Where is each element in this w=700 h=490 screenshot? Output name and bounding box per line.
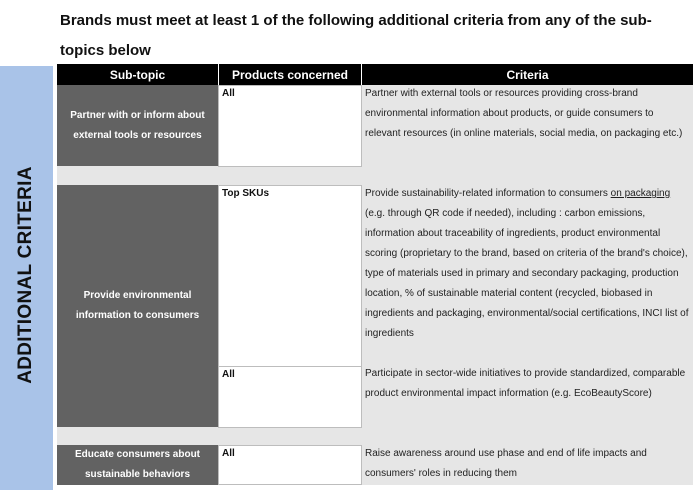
- subtopic-educate: Educate consumers about sustainable behaviors: [57, 445, 218, 485]
- products-cell: All: [218, 85, 362, 167]
- header-subtopic: Sub-topic: [57, 64, 218, 85]
- criteria-cell: [363, 184, 693, 366]
- header-criteria: Criteria: [362, 64, 693, 85]
- products-cell: All: [218, 366, 362, 428]
- criteria-cell: Partner with external tools or resources providing cross-brand environmental information about products, or guide consumers to relevant resources (in online materials, social media, on packaging etc.): [365, 88, 683, 139]
- page-heading: Brands must meet at least 1 of the following additional criteria from any of the sub-topics below: [60, 12, 652, 59]
- criteria-cell: Raise awareness around use phase and end of life impacts and consumers' roles in reducing them: [365, 448, 647, 479]
- criteria-text: Provide sustainability-related information to consumers: [365, 188, 611, 199]
- products-cell: Top SKUs: [218, 185, 362, 367]
- criteria-text: (e.g. through QR code if needed), including : carbon emissions, information about traceability of ingredients, product environmental scoring (proprietary to the brand, based on criteria of the brand's choice), type of materials used in primary and secondary packaging, production location, % of sustainable material content (recycled, biobased in ingredients and packaging, environmental/social certifications, INCI list of ingredients: [365, 208, 689, 339]
- side-label: ADDITIONAL CRITERIA: [15, 166, 36, 384]
- criteria-underlined-text: on packaging: [610, 188, 671, 199]
- subtopic-partner: Partner with or inform about external tools or resources: [57, 85, 218, 166]
- criteria-cell: Participate in sector-wide initiatives to provide standardized, comparable product environmental impact information (e.g. EcoBeautyScore): [365, 368, 686, 399]
- header-products: Products concerned: [219, 64, 361, 85]
- products-cell: All: [218, 445, 362, 485]
- subtopic-provide-info: Provide environmental information to consumers: [57, 185, 218, 427]
